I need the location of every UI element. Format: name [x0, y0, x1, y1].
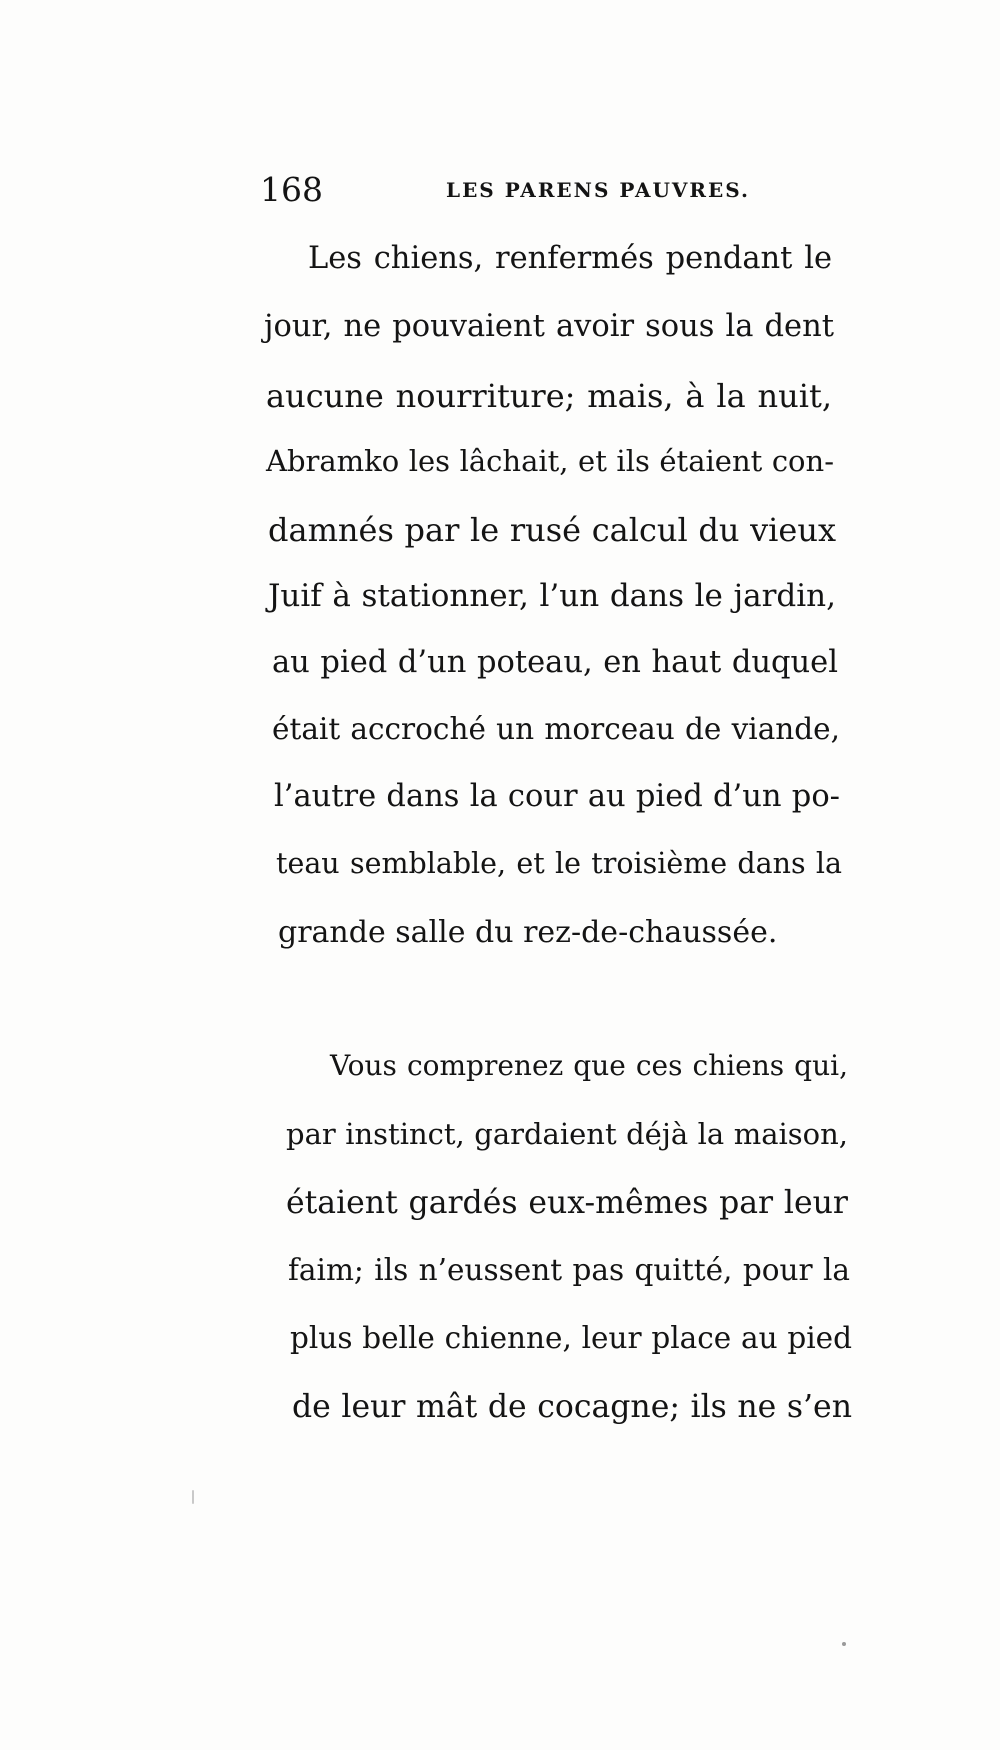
text-line: étaient gardés eux-mêmes par leur — [286, 1185, 848, 1221]
text-line: jour, ne pouvaient avoir sous la dent — [264, 309, 834, 344]
page-header — [260, 170, 780, 210]
text-line: grande salle du rez-de-chaussée. — [278, 915, 778, 950]
page-number: 168 — [260, 170, 323, 209]
text-line: était accroché un morceau de viande, — [272, 712, 840, 746]
text-line: plus belle chienne, leur place au pied — [290, 1321, 852, 1355]
text-line: au pied d’un poteau, en haut duquel — [272, 645, 838, 680]
text-line: teau semblable, et le troisième dans la — [276, 847, 842, 880]
paper-mark — [192, 1490, 194, 1504]
text-line: Vous comprenez que ces chiens qui, — [330, 1049, 848, 1082]
text-line: aucune nourriture; mais, à la nuit, — [266, 377, 832, 415]
text-line: damnés par le rusé calcul du vieux — [268, 511, 836, 549]
paper-speck — [842, 1642, 846, 1646]
text-line: Abramko les lâchait, et ils étaient con- — [266, 444, 834, 478]
text-line: Les chiens, renfermés pendant le — [308, 241, 832, 276]
text-line: de leur mât de cocagne; ils ne s’en — [292, 1389, 852, 1425]
text-line: l’autre dans la cour au pied d’un po- — [274, 779, 840, 814]
running-title: LES PARENS PAUVRES. — [446, 178, 750, 202]
text-line: faim; ils n’eussent pas quitté, pour la — [288, 1253, 850, 1287]
text-line: par instinct, gardaient déjà la maison, — [286, 1117, 848, 1151]
text-line: Juif à stationner, l’un dans le jardin, — [268, 578, 836, 614]
